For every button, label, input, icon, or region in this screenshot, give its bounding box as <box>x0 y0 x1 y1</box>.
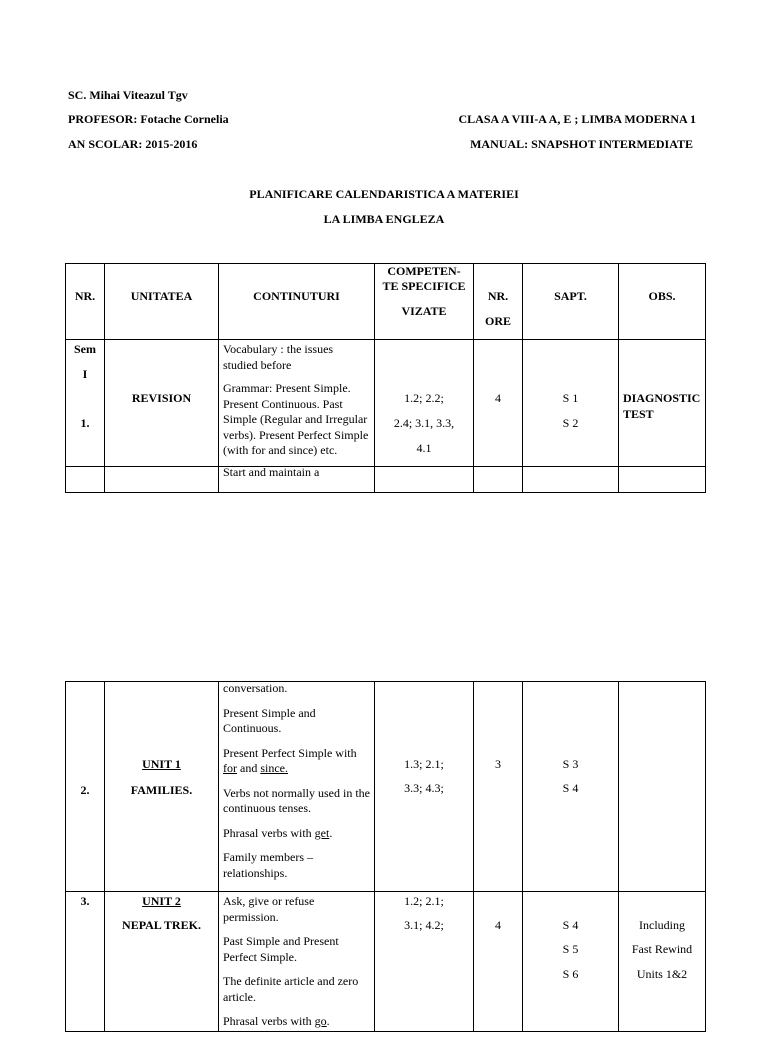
observation: Units 1&2 <box>636 967 688 981</box>
col-unitatea: UNITATEA <box>105 264 219 340</box>
table-row <box>66 682 706 892</box>
unit-name: REVISION <box>131 391 192 405</box>
unit-name: NEPAL TREK. <box>122 918 201 932</box>
competence-text: 1.2; 2.2; <box>404 391 444 405</box>
week-value: S 4 <box>562 781 579 795</box>
observation: Fast Rewind <box>631 942 693 956</box>
competence-text: 4.1 <box>416 441 432 455</box>
content-text: Vocabulary : the issues studied before <box>223 342 334 372</box>
manual-info: MANUAL: SNAPSHOT INTERMEDIATE <box>470 137 693 151</box>
week-value: S 3 <box>562 757 579 771</box>
school-year: AN SCOLAR: 2015-2016 <box>68 137 198 151</box>
row-number: 3. <box>80 894 90 908</box>
table-header-row <box>66 264 706 340</box>
col-obs: OBS. <box>619 264 706 340</box>
hours-value: 4 <box>495 391 501 405</box>
competence-text: 2.4; 3.1, 3.3, <box>393 416 455 430</box>
week-value: S 2 <box>562 416 579 430</box>
semester-number: I <box>82 367 88 381</box>
observation: DIAGNOSTIC TEST <box>623 391 701 421</box>
competence-text: 1.3; 2.1; <box>404 757 444 771</box>
table-row <box>66 467 706 493</box>
observation: Including <box>639 918 685 932</box>
col-competente: COMPETEN- TE SPECIFICE VIZATE <box>375 264 474 340</box>
competence-text: 3.1; 4.2; <box>404 918 444 932</box>
hours-value: 4 <box>495 918 501 932</box>
content-text: Grammar: Present Simple. Present Continuous. Past Simple (Regular and Irregular verbs). Present Perfect Simple (with for and since) etc. <box>223 381 369 457</box>
week-value: S 4 <box>562 918 579 932</box>
col-nr-ore: NR. ORE <box>474 264 523 340</box>
col-nr: NR. <box>66 264 105 340</box>
unit-number: UNIT 1 <box>142 757 181 771</box>
page-subtitle: LA LIMBA ENGLEZA <box>323 212 445 226</box>
plan-table-1 <box>65 263 706 493</box>
table-row <box>66 892 706 1032</box>
week-value: S 6 <box>562 967 579 981</box>
content-text: Ask, give or refuse permission. Past Simple and Present Perfect Simple. The definite article and zero article. Phrasal verbs with go. <box>223 894 359 1028</box>
content-text: conversation. Present Simple and Continuous. Present Perfect Simple with for and since. Verbs not normally used in the continuous tenses. Phrasal verbs with get. Family members – relationships. <box>223 681 370 880</box>
hours-value: 3 <box>495 757 501 771</box>
unit-name: FAMILIES. <box>130 783 193 797</box>
unit-number: UNIT 2 <box>142 894 181 908</box>
week-value: S 1 <box>562 391 579 405</box>
class-info: CLASA A VIII-A A, E ; LIMBA MODERNA 1 <box>458 112 696 126</box>
teacher-name: PROFESOR: Fotache Cornelia <box>68 112 229 126</box>
table-row <box>66 340 706 467</box>
row-number: 2. <box>80 783 90 797</box>
col-sapt: SAPT. <box>523 264 619 340</box>
competence-text: 3.3; 4.3; <box>404 781 444 795</box>
plan-table-2 <box>65 681 706 1032</box>
semester-label: Sem <box>74 342 96 356</box>
col-continuturi: CONTINUTURI <box>219 264 375 340</box>
school-name: SC. Mihai Viteazul Tgv <box>68 88 188 102</box>
row-number: 1. <box>80 416 90 430</box>
page-title: PLANIFICARE CALENDARISTICA A MATERIEI <box>249 187 519 201</box>
competence-text: 1.2; 2.1; <box>404 894 444 908</box>
week-value: S 5 <box>562 942 579 956</box>
content-text: Start and maintain a <box>223 465 320 479</box>
